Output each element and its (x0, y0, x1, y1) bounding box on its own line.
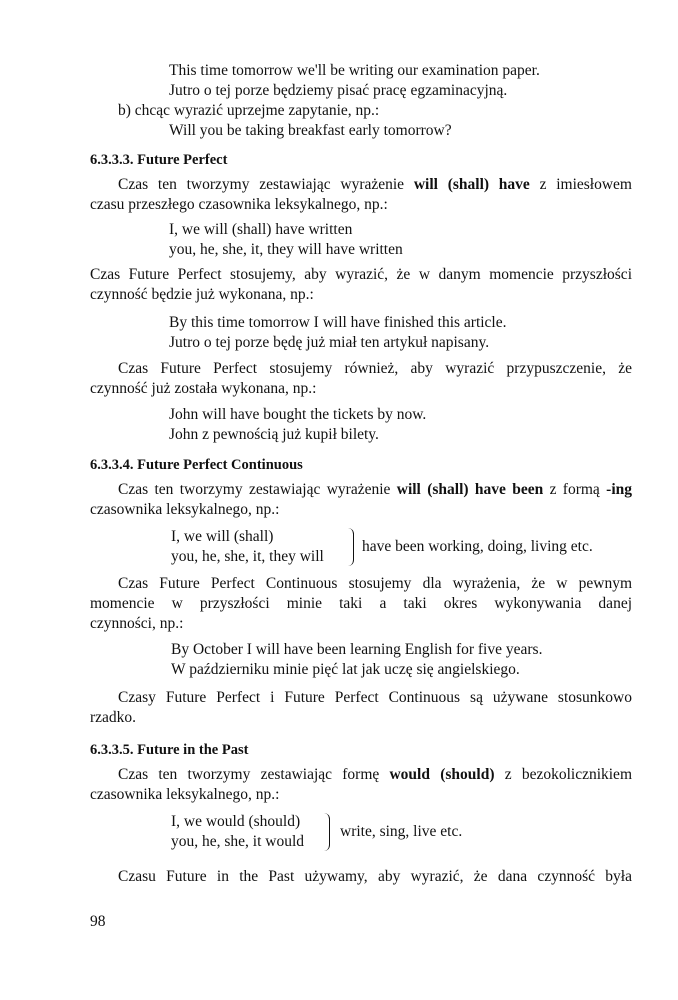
example-line: have been working, doing, living etc. (362, 538, 593, 555)
example-line: you, he, she, it, they will have written (169, 241, 403, 258)
section-heading-future-perfect: 6.3.3.3. Future Perfect (90, 152, 228, 168)
example-line: John z pewnością już kupił bilety. (169, 426, 379, 443)
section-heading-future-in-the-past: 6.3.3.5. Future in the Past (90, 742, 249, 758)
brace-symbol (322, 813, 330, 851)
paragraph-line: Czas Future Perfect stosujemy również, aby wyrazić przypuszczenie, że (118, 360, 632, 377)
example-line: Jutro o tej porze będziemy pisać pracę egzaminacyjną. (169, 82, 508, 99)
example-line: you, he, she, it would (171, 833, 305, 850)
example-line: John will have bought the tickets by now. (169, 406, 427, 423)
paragraph-line: czynności, np.: (90, 615, 184, 632)
example-line: W październiku minie pięć lat jak uczę się angielskiego. (171, 661, 520, 678)
paragraph-line: rzadko. (90, 709, 137, 726)
example-line: Will you be taking breakfast early tomorrow? (169, 122, 452, 139)
paragraph-line: czynność już została wykonana, np.: (90, 380, 317, 397)
list-item-b: b) chcąc wyrazić uprzejme zapytanie, np.: (118, 102, 380, 119)
example-line: I, we would (should) (171, 813, 301, 830)
example-line: write, sing, live etc. (340, 823, 463, 840)
example-line: By this time tomorrow I will have finished this article. (169, 314, 507, 331)
paragraph-line: czynność będzie już wykonana, np.: (90, 286, 314, 303)
brace-symbol (346, 528, 354, 566)
paragraph-line: Czas ten tworzymy zestawiając wyrażenie will (shall) have z imiesłowem (118, 176, 632, 193)
paragraph-line: Czas ten tworzymy zestawiając formę would (should) z bezokolicznikiem (118, 766, 632, 783)
section-heading-future-perfect-continuous: 6.3.3.4. Future Perfect Continuous (90, 457, 303, 473)
example-line: I, we will (shall) have written (169, 221, 353, 238)
paragraph-line: czasownika leksykalnego, np.: (90, 501, 280, 518)
paragraph-line: Czas Future Perfect Continuous stosujemy dla wyrażenia, że w pewnym (118, 575, 632, 592)
paragraph-line: Czas Future Perfect stosujemy, aby wyrazić, że w danym momencie przyszłości (90, 266, 632, 283)
paragraph-line: czasownika leksykalnego, np.: (90, 786, 280, 803)
example-line: This time tomorrow we'll be writing our examination paper. (169, 62, 540, 79)
example-line: I, we will (shall) (171, 528, 274, 545)
paragraph-line: Czasy Future Perfect i Future Perfect Continuous są używane stosunkowo (118, 689, 632, 706)
example-line: By October I will have been learning English for five years. (171, 641, 543, 658)
example-line: you, he, she, it, they will (171, 548, 324, 565)
paragraph-line: czasu przeszłego czasownika leksykalnego, np.: (90, 196, 388, 213)
paragraph-line: momencie w przyszłości minie taki a taki okres wykonywania danej (90, 595, 632, 612)
example-line: Jutro o tej porze będę już miał ten artykuł napisany. (169, 334, 490, 351)
paragraph-line: Czasu Future in the Past używamy, aby wyrazić, że dana czynność była (118, 868, 632, 885)
paragraph-line: Czas ten tworzymy zestawiając wyrażenie will (shall) have been z formą -ing (118, 481, 632, 498)
page-number: 98 (90, 913, 106, 930)
